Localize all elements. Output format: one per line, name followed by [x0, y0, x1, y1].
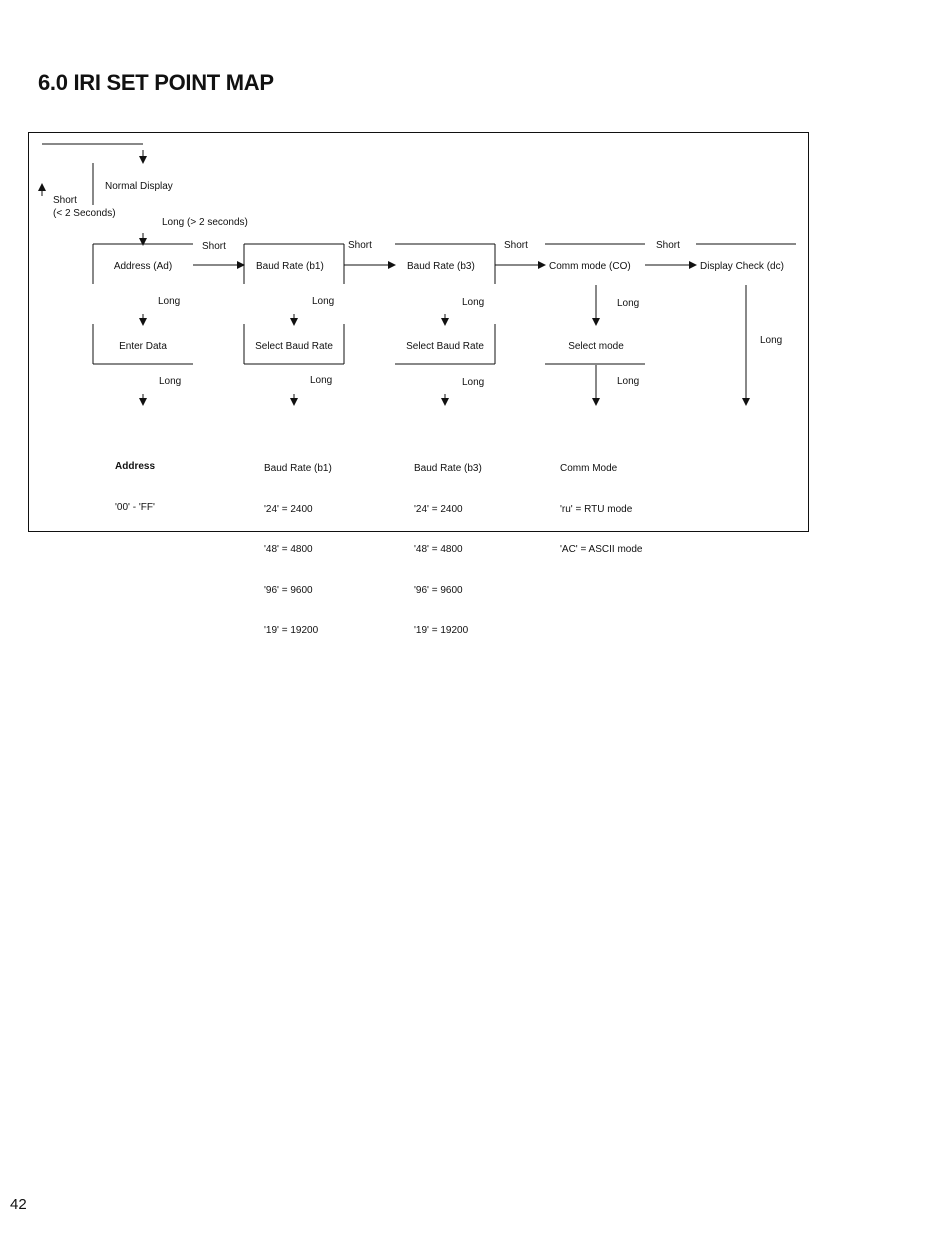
- option-line: 'ru' = RTU mode: [560, 503, 633, 515]
- action-enter-data: Enter Data: [119, 341, 167, 352]
- long-label: Long: [310, 375, 333, 386]
- action-select-baud-b3: Select Baud Rate: [406, 341, 484, 352]
- option-line: '96' = 9600: [414, 584, 463, 596]
- long-label: Long: [462, 297, 485, 308]
- option-line: 'AC' = ASCII mode: [560, 544, 643, 555]
- action-select-baud-b1: Select Baud Rate: [255, 341, 333, 352]
- options-heading: Comm Mode: [560, 463, 618, 474]
- normal-display-label: Normal Display: [105, 181, 173, 192]
- short-label: Short: [656, 240, 680, 251]
- option-line: '48' = 4800: [264, 544, 313, 555]
- options-heading: Baud Rate (b1): [264, 463, 332, 474]
- option-line: '24' = 2400: [414, 503, 463, 515]
- option-line: '96' = 9600: [264, 584, 313, 596]
- long-label: Long: [617, 298, 640, 309]
- menu-display-check: Display Check (dc): [700, 261, 784, 272]
- menu-baud-b3: Baud Rate (b3): [407, 261, 475, 272]
- options-heading: Address: [115, 461, 156, 472]
- option-line: '00' - 'FF': [115, 501, 155, 513]
- long-label: Long: [617, 376, 640, 387]
- long-label: Long: [159, 376, 182, 387]
- page-title: 6.0 IRI SET POINT MAP: [38, 70, 274, 95]
- menu-comm-mode: Comm mode (CO): [549, 261, 631, 272]
- page-number: 42: [10, 1196, 27, 1213]
- menu-address: Address (Ad): [113, 261, 173, 272]
- menu-baud-b1: Baud Rate (b1): [256, 261, 324, 272]
- short-label: Short: [504, 240, 528, 251]
- options-baud-b1: [264, 435, 332, 651]
- short-return-note: (< 2 Seconds): [53, 208, 116, 219]
- short-label: Short: [202, 241, 226, 252]
- options-address: [115, 433, 155, 528]
- short-label: Short: [348, 240, 372, 251]
- option-line: '24' = 2400: [264, 503, 313, 515]
- long-entry-label: Long (> 2 seconds): [162, 217, 248, 228]
- options-baud-b3: [414, 435, 482, 651]
- long-label: Long: [158, 296, 181, 307]
- long-label: Long: [760, 335, 783, 346]
- action-select-mode: Select mode: [568, 341, 624, 352]
- option-line: '19' = 19200: [264, 625, 319, 636]
- option-line: '19' = 19200: [414, 625, 469, 636]
- long-label: Long: [312, 296, 335, 307]
- options-comm-mode: [560, 435, 642, 570]
- option-line: '48' = 4800: [414, 544, 463, 555]
- options-heading: Baud Rate (b3): [414, 463, 482, 474]
- short-return-label: Short: [53, 195, 77, 206]
- long-label: Long: [462, 377, 485, 388]
